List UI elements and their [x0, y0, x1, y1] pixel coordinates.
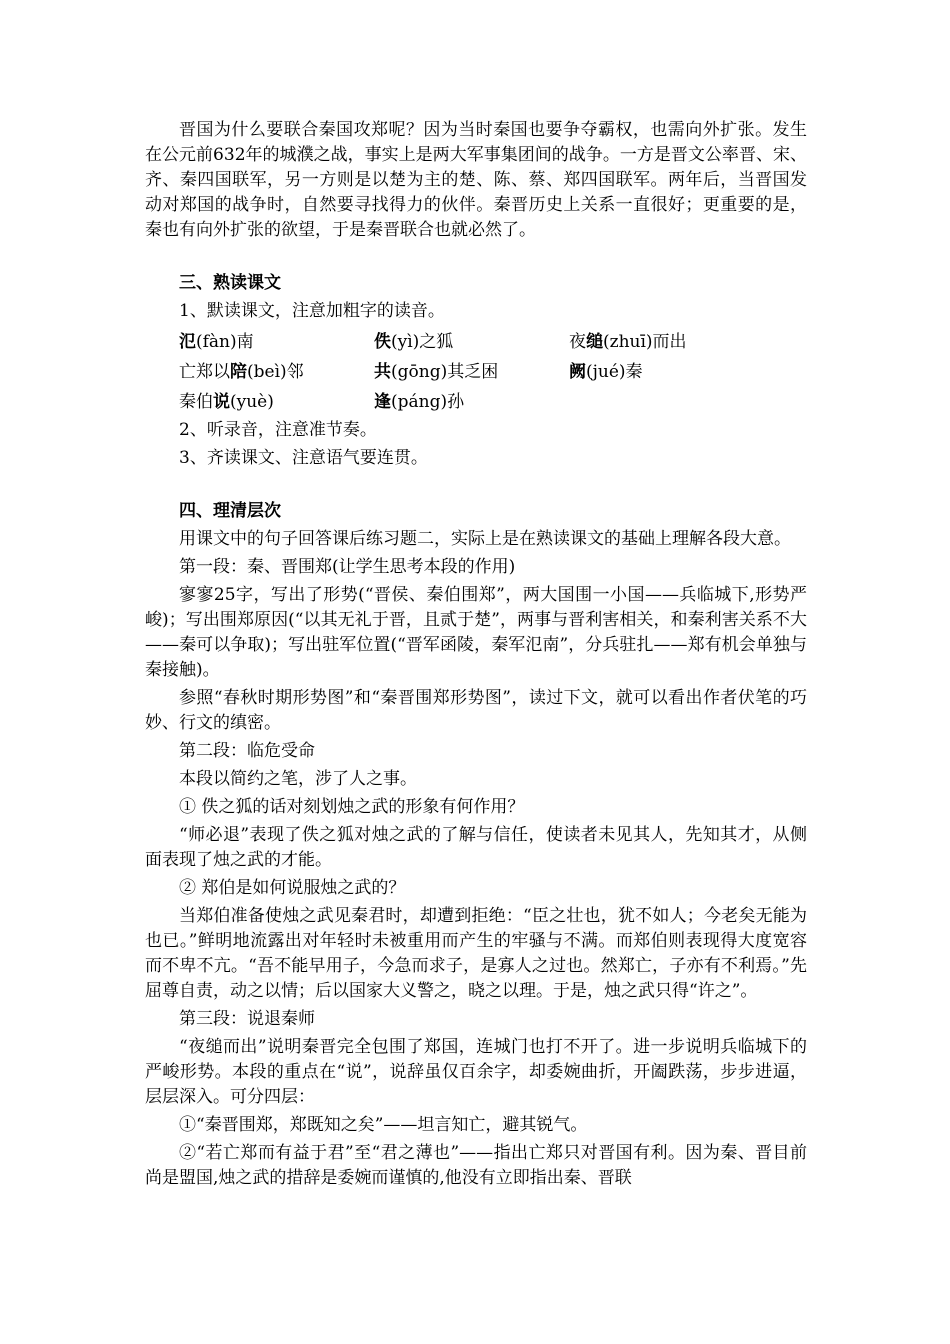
- section4-paragraph: 本段以简约之笔，涉了人之事。: [179, 769, 417, 789]
- section4-paragraph: 当郑伯准备使烛之武见秦君时，却遭到拒绝：“臣之壮也，犹不如人；今老矣无能为也已。”鲜明地流露出对年轻时未被重用而产生的牢骚与不满。而郑伯则表现得大度宽容而不卑不亢。“吾不能早用子，今急而求子，是寡人之过也。然郑亡，子亦有不利焉。”先屈尊自责，动之以情；后以国家大义警之，晓之以理。于是，烛之武只得“许之”。: [145, 906, 807, 1001]
- section4-paragraph: 第一段：秦、晋围郑(让学生思考本段的作用): [179, 557, 516, 577]
- section3-item-1: 1、默读课文，注意加粗字的读音。: [179, 301, 445, 321]
- pinyin-word: 氾(fàn)南: [179, 332, 254, 352]
- section4-paragraph: 寥寥25字，写出了形势(“晋侯、秦伯围郑”，两大国围一小国——兵临城下,形势严峻)；写出围郑原因(“以其无礼于晋，且贰于楚”，两事与晋利害相关，和秦利害关系不大——秦可以争取)；写出驻军位置(“晋军函陵，秦军氾南”，分兵驻扎——郑有机会单独与秦接触)。: [145, 585, 807, 680]
- section-heading-3: 三、熟读课文: [179, 273, 281, 293]
- pinyin-word: 亡郑以陪(beì)邻: [179, 362, 304, 382]
- pinyin-word: 共(gōng)其乏困: [374, 362, 499, 382]
- section4-paragraph: 第三段：说退秦师: [179, 1009, 315, 1029]
- section4-paragraph: 参照“春秋时期形势图”和“秦晋围郑形势图”，读过下文，就可以看出作者伏笔的巧妙、行文的缜密。: [145, 688, 807, 733]
- pinyin-word: 阙(jué)秦: [569, 362, 643, 382]
- section3-item-3: 3、齐读课文、注意语气要连贯。: [179, 448, 428, 468]
- section4-paragraph: 用课文中的句子回答课后练习题二，实际上是在熟读课文的基础上理解各段大意。: [179, 529, 791, 549]
- section4-paragraph: “夜缒而出”说明秦晋完全包围了郑国，连城门也打不开了。进一步说明兵临城下的严峻形势。本段的重点在“说”，说辞虽仅百余字，却委婉曲折，开阖跌荡，步步进逼，层层深入。可分四层：: [145, 1037, 807, 1107]
- pinyin-word: 逢(páng)孙: [374, 392, 465, 412]
- document-page: [145, 118, 807, 1191]
- section4-paragraph: “师必退”表现了佚之狐对烛之武的了解与信任，使读者未见其人，先知其才，从侧面表现了烛之武的才能。: [145, 825, 807, 870]
- pinyin-word: 佚(yì)之狐: [374, 332, 454, 352]
- section4-paragraph: ② 郑伯是如何说服烛之武的？: [179, 878, 406, 898]
- pinyin-word: 夜缒(zhuī)而出: [569, 332, 687, 352]
- section4-paragraph: ①“秦晋围郑，郑既知之矣”——坦言知亡，避其锐气。: [179, 1115, 588, 1135]
- intro-paragraph: 晋国为什么要联合秦国攻郑呢？因为当时秦国也要争夺霸权，也需向外扩张。发生在公元前632年的城濮之战，事实上是两大军事集团间的战争。一方是晋文公率晋、宋、齐、秦四国联军，另一方则是以楚为主的楚、陈、蔡、郑四国联军。两年后，当晋国发动对郑国的战争时，自然要寻找得力的伙伴。秦晋历史上关系一直很好；更重要的是，秦也有向外扩张的欲望，于是秦晋联合也就必然了。: [145, 120, 807, 240]
- pinyin-word-grid: [179, 330, 807, 415]
- section4-paragraph: 第二段：临危受命: [179, 741, 315, 761]
- section3-item-2: 2、听录音，注意准节奏。: [179, 420, 377, 440]
- section4-paragraph: ① 佚之狐的话对刻划烛之武的形象有何作用？: [179, 797, 525, 817]
- section-heading-4: 四、理清层次: [179, 501, 281, 521]
- section4-paragraph: ②“若亡郑而有益于君”至“君之薄也”——指出亡郑只对晋国有利。因为秦、晋目前尚是盟国,烛之武的措辞是委婉而谨慎的,他没有立即指出秦、晋联: [145, 1143, 807, 1188]
- pinyin-word: 秦伯说(yuè): [179, 392, 274, 412]
